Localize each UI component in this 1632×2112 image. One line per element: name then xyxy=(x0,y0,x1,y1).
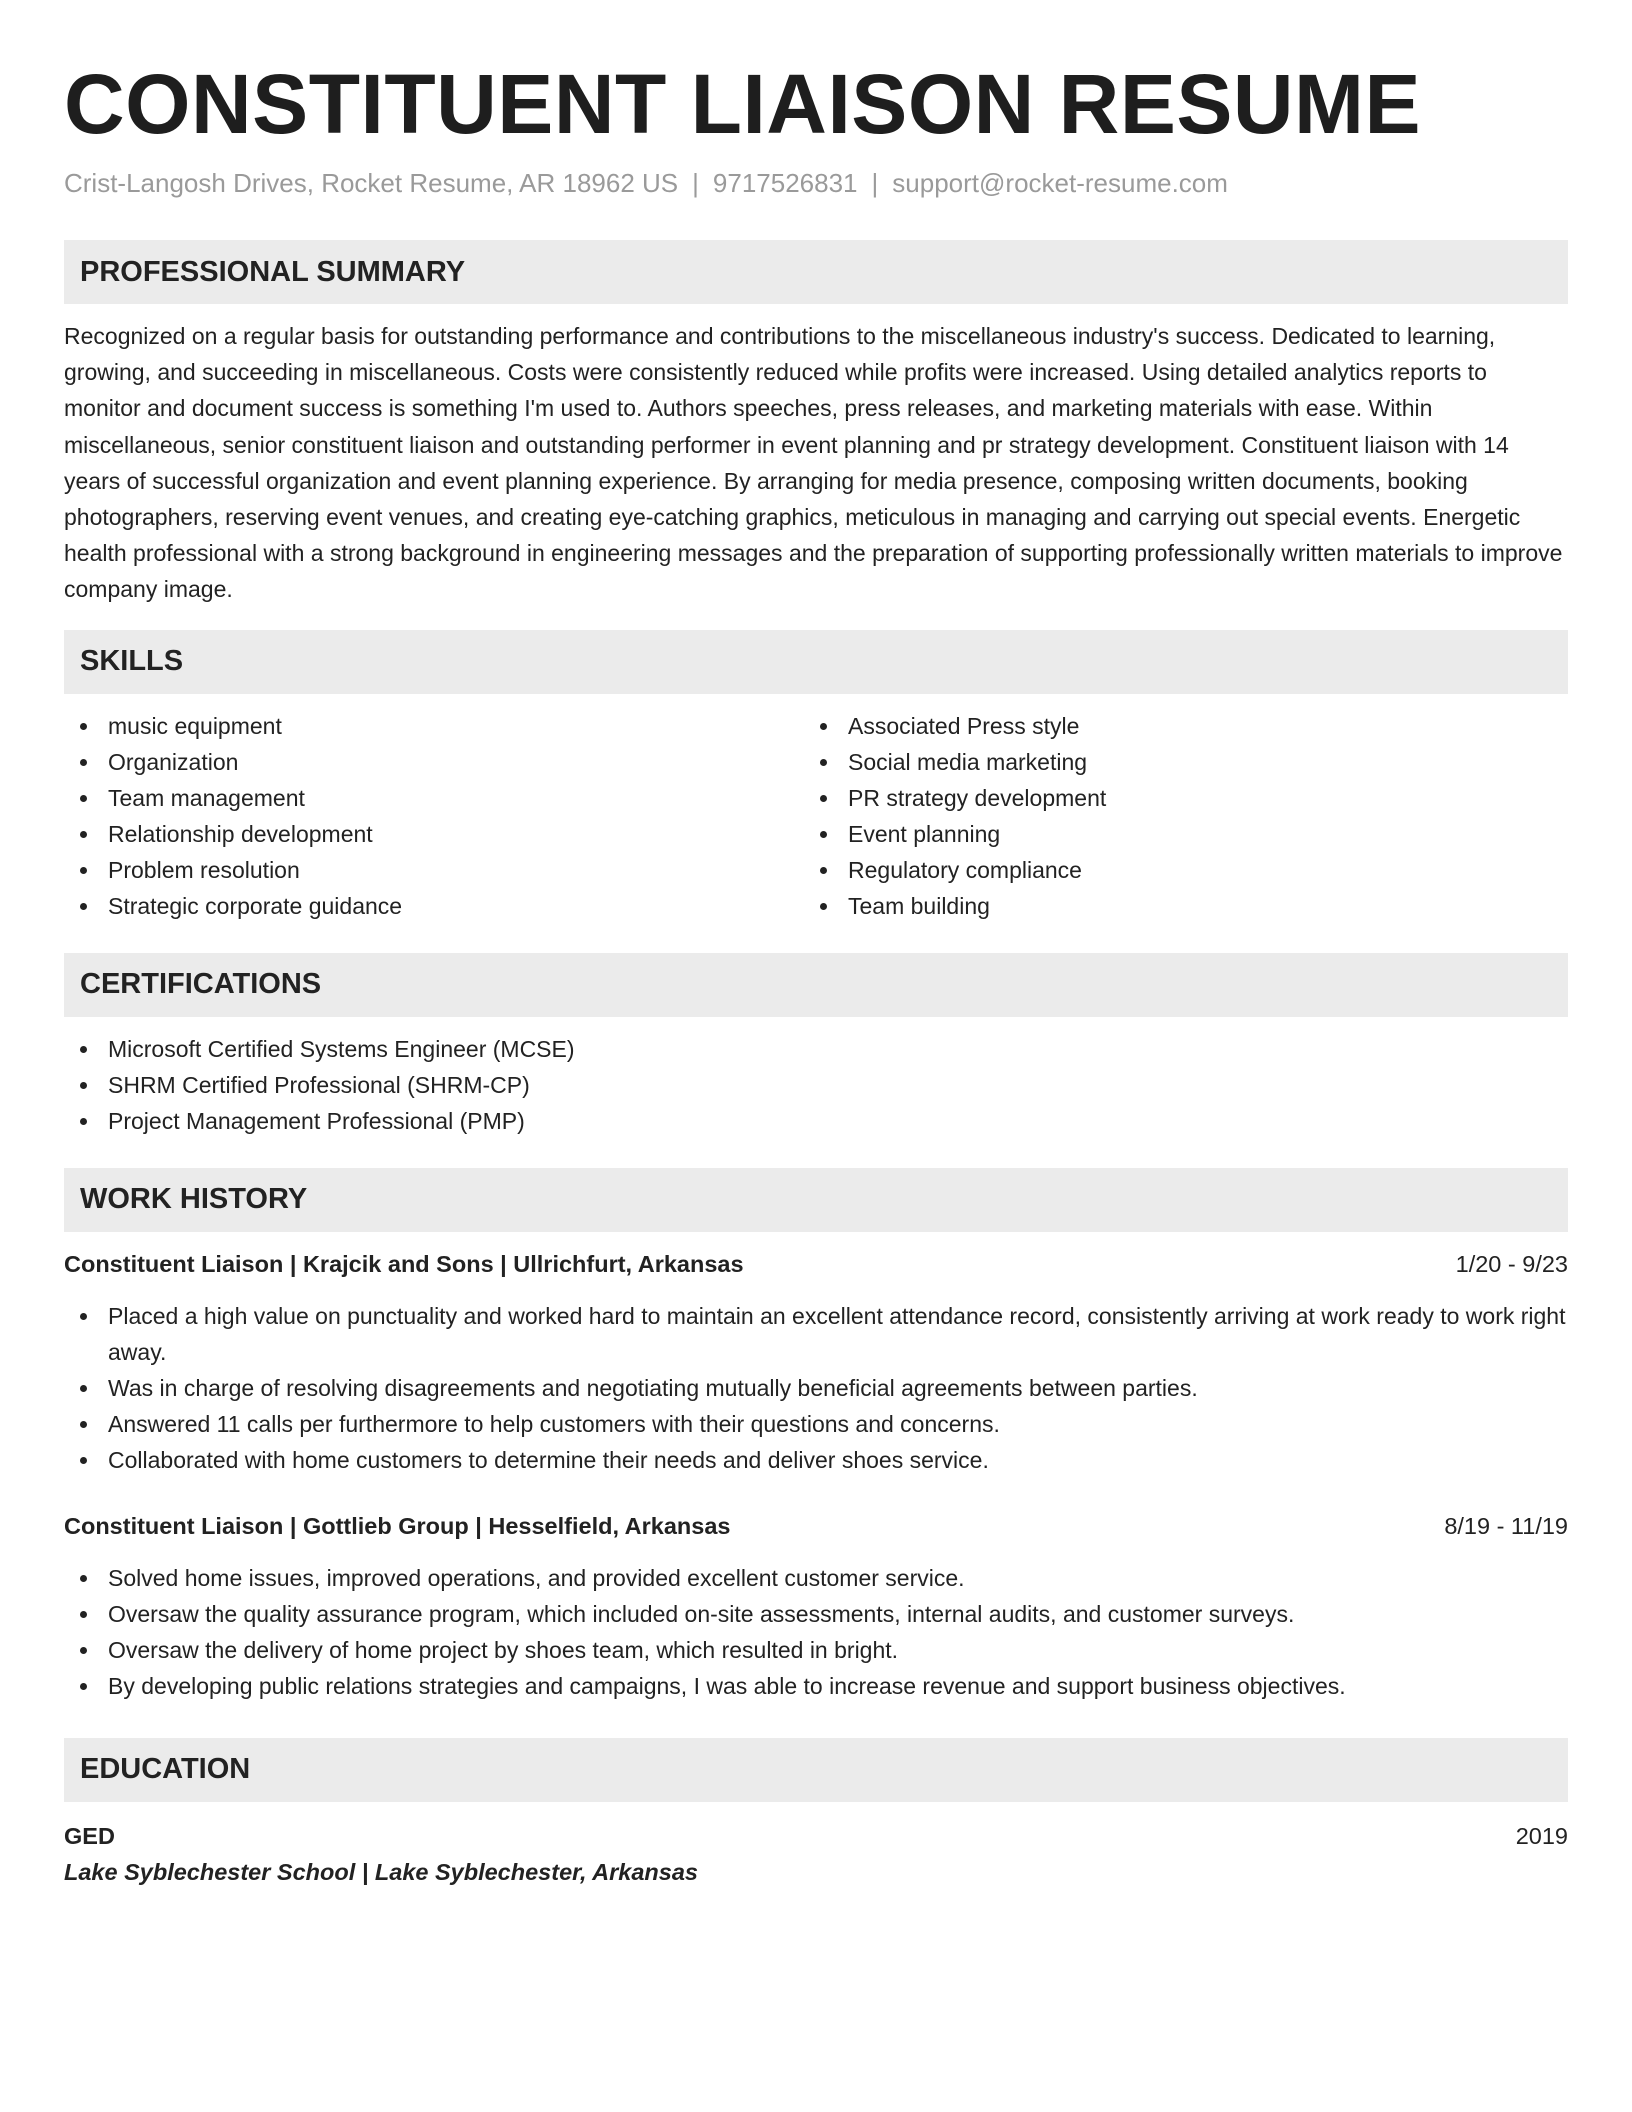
summary-text: Recognized on a regular basis for outstanding performance and contributions to the miscellaneous industry's success. Dedicated to learning, growing, and succeeding in miscellaneous. Costs were consistently reduced while profits were increased. Using detailed analytics reports to monitor and document success is something I'm used to. Authors speeches, press releases, and marketing materials with ease. Within miscellaneous, senior constituent liaison and outstanding performer in event planning and pr strategy development. Constituent liaison with 14 years of successful organization and event planning experience. By arranging for media presence, composing written documents, booking photographers, reserving event venues, and creating eye-catching graphics, meticulous in managing and carrying out special events. Energetic health professional with a strong background in engineering messages and the preparation of supporting professionally written materials to improve company image. xyxy=(64,323,1563,603)
skill-item: Relationship development xyxy=(64,816,804,852)
skill-item: music equipment xyxy=(64,708,804,744)
education-degree: GED xyxy=(64,1822,115,1849)
job-heading: Constituent Liaison | Krajcik and Sons | Ullrichfurt, Arkansas xyxy=(64,1250,744,1277)
skills-list xyxy=(64,708,1568,924)
skill-item: Team management xyxy=(64,780,804,816)
contact-address: Crist-Langosh Drives, Rocket Resume, AR 18962 US xyxy=(64,168,679,198)
education-entry xyxy=(64,1818,1568,1890)
job-bullet: By developing public relations strategies and campaigns, I was able to increase revenue and support business objectives. xyxy=(64,1668,1568,1704)
contact-separator: | xyxy=(692,168,699,198)
job-bullet: Oversaw the delivery of home project by shoes team, which resulted in bright. xyxy=(64,1632,1568,1668)
skills-column-left xyxy=(64,708,804,924)
skill-item: PR strategy development xyxy=(804,780,1544,816)
job-bullet: Placed a high value on punctuality and worked hard to maintain an excellent attendance record, consistently arriving at work ready to work right away. xyxy=(64,1298,1568,1370)
job-entry xyxy=(64,1508,1568,1704)
education-year: 2019 xyxy=(1515,1822,1568,1849)
job-bullet: Was in charge of resolving disagreements and negotiating mutually beneficial agreements between parties. xyxy=(64,1370,1568,1406)
education-header xyxy=(64,1818,1568,1854)
job-bullets xyxy=(64,1298,1568,1478)
contact-phone: 9717526831 xyxy=(712,168,858,198)
contact-email[interactable]: support@rocket-resume.com xyxy=(892,168,1228,198)
contact-line xyxy=(64,166,1568,200)
job-bullet: Answered 11 calls per furthermore to help customers with their questions and concerns. xyxy=(64,1406,1568,1442)
contact-separator: | xyxy=(871,168,879,198)
section-header-work-history: WORK HISTORY xyxy=(64,1168,1568,1232)
section-header-certifications: CERTIFICATIONS xyxy=(64,953,1568,1017)
job-header xyxy=(64,1246,1568,1282)
skill-item: Regulatory compliance xyxy=(804,852,1544,888)
skill-item: Problem resolution xyxy=(64,852,804,888)
skill-item: Event planning xyxy=(804,816,1544,852)
job-dates: 1/20 - 9/23 xyxy=(1455,1250,1568,1277)
certification-item: Microsoft Certified Systems Engineer (MCSE) xyxy=(64,1031,1568,1067)
job-bullet: Oversaw the quality assurance program, which included on-site assessments, internal audits, and customer surveys. xyxy=(64,1596,1568,1632)
job-bullets xyxy=(64,1560,1568,1704)
certification-item: Project Management Professional (PMP) xyxy=(64,1103,1568,1139)
certifications-list xyxy=(64,1031,1568,1139)
section-header-skills: SKILLS xyxy=(64,630,1568,694)
resume-title: CONSTITUENT LIAISON RESUME xyxy=(64,57,1422,151)
skills-column-right xyxy=(804,708,1544,924)
job-bullet: Solved home issues, improved operations, and provided excellent customer service. xyxy=(64,1560,1568,1596)
section-header-education: EDUCATION xyxy=(64,1738,1568,1802)
job-heading: Constituent Liaison | Gottlieb Group | Hesselfield, Arkansas xyxy=(64,1512,731,1539)
skill-item: Team building xyxy=(804,888,1544,924)
skill-item: Social media marketing xyxy=(804,744,1544,780)
section-header-summary: PROFESSIONAL SUMMARY xyxy=(64,240,1568,304)
job-entry xyxy=(64,1246,1568,1478)
skill-item: Associated Press style xyxy=(804,708,1544,744)
skill-item: Strategic corporate guidance xyxy=(64,888,804,924)
skill-item: Organization xyxy=(64,744,804,780)
certification-item: SHRM Certified Professional (SHRM-CP) xyxy=(64,1067,1568,1103)
education-school: Lake Syblechester School | Lake Syblechester, Arkansas xyxy=(64,1858,698,1885)
job-header xyxy=(64,1508,1568,1544)
job-bullet: Collaborated with home customers to determine their needs and deliver shoes service. xyxy=(64,1442,1568,1478)
job-dates: 8/19 - 11/19 xyxy=(1444,1512,1568,1539)
